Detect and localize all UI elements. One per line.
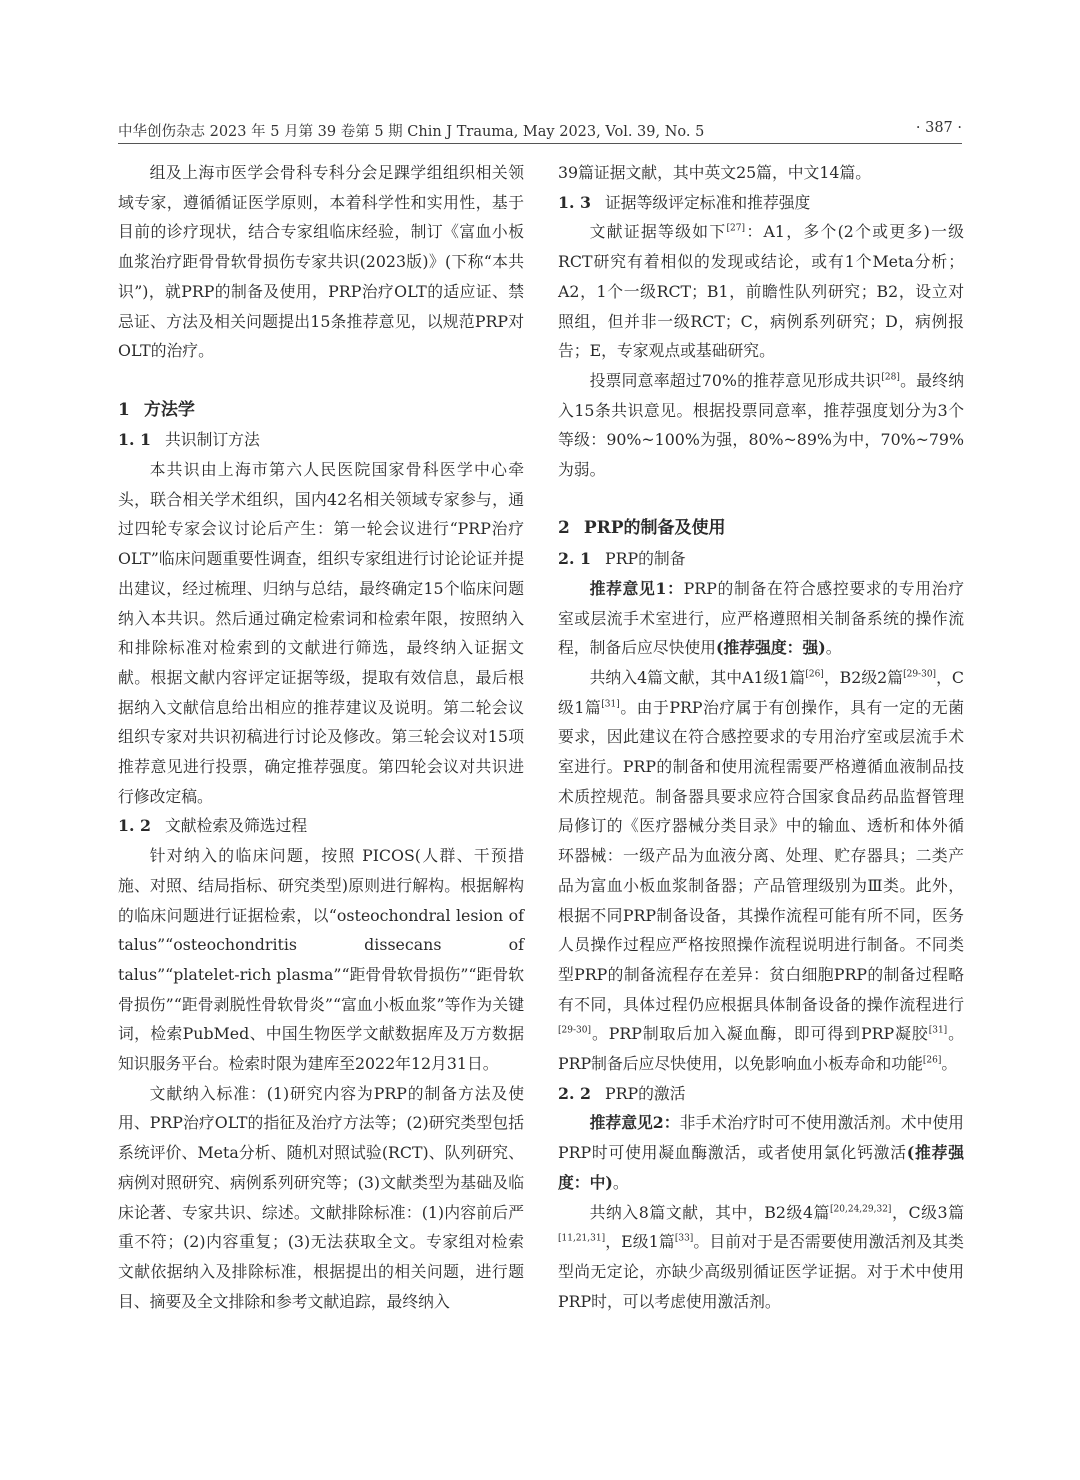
recommendation-2: 推荐意见2：非手术治疗时可不使用激活剂。术中使用PRP时可使用凝血酶激活，或者使用氯化钙激活(推荐强度：中)。 [558,1113,964,1192]
section-1-heading: 1 方法学 [118,399,195,420]
left-column [118,158,524,1316]
recommendation-1: 推荐意见1：PRP的制备在符合感控要求的专用治疗室或层流手术室进行，应严格遵照相关制备系统的操作流程，制备后应尽快使用(推荐强度：强)。 [558,578,965,658]
running-header [118,116,962,142]
section-2-heading: 2 PRP的制备及使用 [558,518,726,539]
citation: [29-30] [903,669,937,680]
section-1-1-paragraph: 本共识由上海市第六人民医院国家骨科医学中心牵头，联合相关学术组织，国内42名相关领域专家参与，通过四轮专家会议讨论后产生：第一轮会议进行“PRP治疗OLT”临床问题重要性调查，组织专家组进行讨论论证并提出建议，经过梳理、归纳与总结，最终确定15个临床问题纳入本共识。然后通过确定检索词和检索年限，按照纳入和排除标准对检索到的文献进行筛选，最终纳入证据文献。根据文献内容评定证据等级，提取有效信息，最后根据纳入文献信息给出相应的推荐建议及说明。第二轮会议组织专家对共识初稿进行讨论及修改。第三轮会议对15项推荐意见进行投票，确定推荐强度。第四轮会议对共识进行修改定稿。 [118,460,524,806]
section-2-1-paragraph: 共纳入4篇文献，其中A1级1篇[26]，B2级2篇[29-30]，C级1篇[31]。由于PRP治疗属于有创操作，具有一定的无菌要求，因此建议在符合感控要求的专用治疗室或层流手术室进行。PRP的制备和使用流程需要严格遵循血液制品技术质控规范。制备器具要求应符合国家食品药品监督管理局修订的《医疗器械分类目录》中的输血、透析和体外循环器械：一级产品为血液分离、处理、贮存器具；二类产品为富血小板血浆制备器；产品管理级别为Ⅲ类。此外，根据不同PRP制备设备，其操作流程可能有所不同，医务人员操作过程应严格按照操作流程说明进行制备。不同类型PRP的制备流程存在差异：贫白细胞PRP的制备过程略有不同，具体过程仍应根据具体制备设备的操作流程进行[29-30]。PRP制取后加入凝血酶，即可得到PRP凝胶[31]。PRP制备后应尽快使用，以免影响血小板寿命和功能[26]。 [558,667,965,1074]
citation: [26] [922,1055,942,1066]
citation: [31] [928,1026,948,1037]
right-column [558,158,964,1316]
section-1-1-heading: 1. 1 共识制订方法 [118,430,260,450]
citation: [33] [674,1234,694,1245]
citation: [28] [881,372,900,383]
section-1-2-paragraph-a: 针对纳入的临床问题，按照 PICOS(人群、干预措施、对照、结局指标、研究类型)原则进行解构。根据解构的临床问题进行证据检索，以“osteochondral lesion of talus”“osteochondritis dissecans of talus”“platelet-rich plasma”“距骨骨软骨损伤”“距骨软骨损伤”“距骨剥脱性骨软骨炎”“富血小板血浆”等作为关键词，检索PubMed、中国生物医学文献数据库及万方数据知识服务平台。检索时限为建库至2022年12月31日。 [118,846,524,1074]
journal-citation: 中华创伤杂志 2023 年 5 月第 39 卷第 5 期 Chin J Trauma, May 2023, Vol. 39, No. 5 [118,124,705,140]
header-rule [118,143,962,144]
page-number: · 387 · [915,120,962,136]
consensus-paragraph: 投票同意率超过70%的推荐意见形成共识[28]。最终纳入15条共识意见。根据投票同意率，推荐强度划分为3个等级：90%~100%为强，80%~89%为中，70%~79%为弱。 [558,370,964,480]
evidence-levels-paragraph: 文献证据等级如下[27]：A1，多个(2个或更多)一级RCT研究有着相似的发现或结论，或有1个Meta分析；A2，1个一级RCT；B1，前瞻性队列研究；B2，设立对照组，但并非一级RCT；C，病例系列研究；D，病例报告；E，专家观点或基础研究。 [558,222,964,361]
continued-paragraph: 39篇证据文献，其中英文25篇，中文14篇。 [558,163,872,182]
section-2-2-paragraph: 共纳入8篇文献，其中，B2级4篇[20,24,29,32]，C级3篇[11,21,31]，E级1篇[33]。目前对于是否需要使用激活剂及其类型尚无定论，亦缺少高级别循证医学证据。对于术中使用PRP时，可以考虑使用激活剂。 [558,1202,964,1311]
citation: [20,24,29,32] [830,1204,892,1215]
citation: [11,21,31] [558,1234,606,1245]
citation: [27] [726,224,746,235]
section-2-1-heading: 2. 1 PRP的制备 [558,549,686,569]
section-1-3-heading: 1. 3 证据等级评定标准和推荐强度 [558,192,811,212]
citation: [26] [805,669,824,680]
section-1-2-paragraph-b: 文献纳入标准：(1)研究内容为PRP的制备方法及使用、PRP治疗OLT的指征及治疗方法等；(2)研究类型包括系统评价、Meta分析、随机对照试验(RCT)、队列研究、病例对照研究、病例系列研究等；(3)文献类型为基础及临床论著、专家共识、综述。文献排除标准：(1)内容前后严重不符；(2)内容重复；(3)无法获取全文。专家组对检索文献依据纳入及排除标准，根据提出的相关问题，进行题目、摘要及全文排除和参考文献追踪，最终纳入 [118,1083,524,1311]
intro-paragraph: 组及上海市医学会骨科专科分会足踝学组组织相关领域专家，遵循循证医学原则，本着科学性和实用性，基于目前的诊疗现状，结合专家组临床经验，制订《富血小板血浆治疗距骨骨软骨损伤专家共识(2023版)》(下称“本共识”)，就PRP的制备及使用，PRP治疗OLT的适应证、禁忌证、方法及相关问题提出15条推荐意见，以规范PRP对OLT的治疗。 [118,163,524,361]
section-2-2-heading: 2. 2 PRP的激活 [558,1083,686,1103]
section-1-2-heading: 1. 2 文献检索及筛选过程 [118,816,308,836]
citation: [31] [601,699,620,710]
citation: [29-30] [558,1026,591,1037]
